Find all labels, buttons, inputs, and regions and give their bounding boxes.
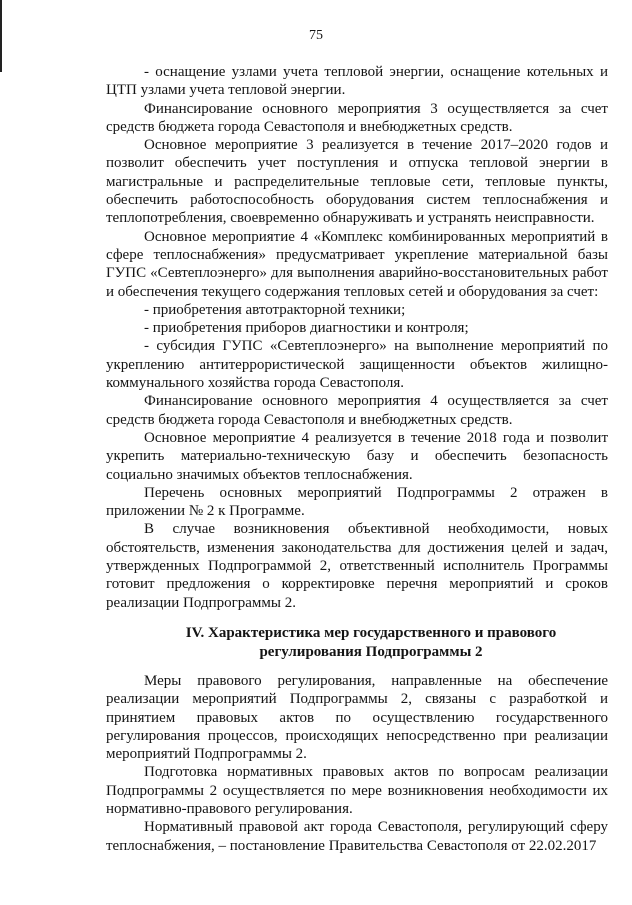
section-heading	[106, 624, 608, 661]
paragraph: Финансирование основного мероприятия 3 осуществляется за счет средств бюджета города Севастополя и внебюджетных средств.	[106, 100, 608, 135]
page-number: 75	[309, 28, 323, 43]
section-heading-line: IV. Характеристика мер государственного и правового	[185, 625, 557, 641]
paragraph: В случае возникновения объективной необходимости, новых обстоятельств, изменения законодательства для достижения целей и задач, утвержденных Подпрограммой 2, ответственный исполнитель Программы готовит предложения о корректировке перечня мероприятий и сроков реализации Подпрограммы 2.	[106, 521, 608, 611]
paragraph: Финансирование основного мероприятия 4 осуществляется за счет средств бюджета города Севастополя и внебюджетных средств.	[106, 393, 608, 428]
list-item: - приобретения автотракторной техники;	[144, 301, 406, 318]
section-body-regulation	[106, 672, 608, 855]
list-item: - приобретения приборов диагностики и контроля;	[144, 320, 469, 337]
paragraph: Основное мероприятие 3 реализуется в течение 2017–2020 годов и позволит обеспечить учет поступления и отпуска тепловой энергии в магистральные и распределительные тепловые сети, тепловые пункты, обеспечить работоспособность оборудования систем теплоснабжения и теплопотребления, своевременно обнаруживать и устранять неисправности.	[106, 137, 608, 227]
section-heading-line: регулирования Подпрограммы 2	[259, 643, 483, 660]
paragraph: - оснащение узлами учета тепловой энергии, оснащение котельных и ЦТП узлами учета тепловой энергии.	[106, 64, 608, 99]
paragraph: Нормативный правовой акт города Севастополя, регулирующий сферу теплоснабжения, – постановление Правительства Севастополя от 22.02.2017	[106, 819, 608, 854]
paragraph: Подготовка нормативных правовых актов по вопросам реализации Подпрограммы 2 осуществляется по мере возникновения необходимости их нормативно-правового регулирования.	[106, 764, 608, 818]
paragraph: Перечень основных мероприятий Подпрограммы 2 отражен в приложении № 2 к Программе.	[106, 484, 608, 520]
paragraph: Основное мероприятие 4 реализуется в течение 2018 года и позволит укрепить материально-техническую базу и обеспечить безопасность социально значимых объектов теплоснабжения.	[106, 429, 608, 483]
paragraph: Меры правового регулирования, направленные на обеспечение реализации мероприятий Подпрограммы 2, связаны с разработкой и принятием правовых актов по осуществлению государственного регулирования процессов, происходящих непосредственно при реализации мероприятий Подпрограммы 2.	[106, 673, 608, 763]
section-body-measures	[106, 63, 608, 612]
paragraph: Основное мероприятие 4 «Комплекс комбинированных мероприятий в сфере теплоснабжения» предусматривает укрепление материальной базы ГУПС «Севтеплоэнерго» для выполнения аварийно-восстановительных работ и обеспечения текущего содержания тепловых сетей и оборудования за счет:	[106, 228, 608, 300]
list-item: - субсидия ГУПС «Севтеплоэнерго» на выполнение мероприятий по укреплению антитеррористической защищенности объектов жилищно-коммунального хозяйства города Севастополя.	[106, 338, 608, 392]
